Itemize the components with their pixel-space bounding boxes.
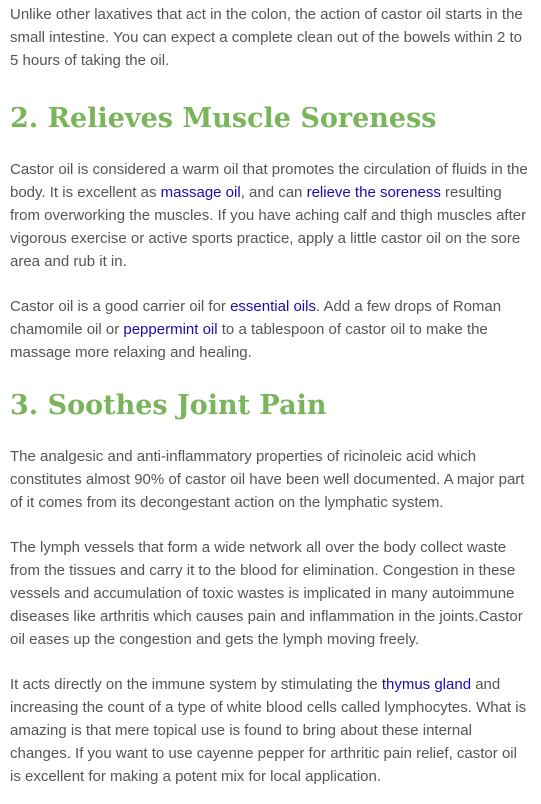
paragraph-text: The lymph vessels that form a wide network all over the body collect waste from the tissues and carry it to the blood for elimination. Congestion in these vessels and accumulation of toxic wastes is implicated in many autoimmune diseases like arthritis which causes pain and inflammation in the joints.Castor oil eases up the congestion and gets the lymph moving freely. (10, 539, 523, 648)
paragraph-text: . Add a few drops of Roman chamomile oil or (10, 298, 502, 338)
intro-text: Unlike other laxatives that act in the colon, the action of castor oil starts in the small intestine. You can expect a complete clean out of the bowels within 2 to 5 hours of taking the oil. (10, 6, 523, 69)
paragraph-text: , and can (240, 184, 307, 201)
joint-pain-paragraph-1 (10, 445, 531, 514)
section-heading-muscle-soreness: 2. Relieves Muscle Soreness (10, 103, 437, 134)
joint-pain-paragraph-2 (10, 536, 531, 651)
article-body (0, 3, 541, 788)
relieve-soreness-link[interactable]: relieve the soreness (306, 184, 441, 201)
paragraph-text: The analgesic and anti-inflammatory properties of ricinoleic acid which constitutes almost 90% of castor oil have been well documented. A major part of it comes from its decongestant action on the lymphatic system. (10, 448, 525, 511)
paragraph-text: Castor oil is considered a warm oil that promotes the circulation of fluids in the body. It is excellent as (10, 161, 528, 201)
muscle-soreness-paragraph-2 (10, 295, 531, 364)
intro-paragraph (10, 3, 531, 72)
paragraph-text: resulting from overworking the muscles. If you have aching calf and thigh muscles after vigorous exercise or active sports practice, apply a little castor oil on the sore area and rub it in. (10, 184, 527, 270)
massage-oil-link[interactable]: massage oil (160, 184, 241, 201)
joint-pain-paragraph-3 (10, 673, 531, 788)
muscle-soreness-paragraph-1 (10, 158, 531, 273)
essential-oils-link[interactable]: essential oils (230, 298, 316, 315)
paragraph-text: and increasing the count of a type of white blood cells called lymphocytes. What is amazing is that mere topical use is found to bring about these internal changes. If you want to use cayenne pepper for arthritic pain relief, castor oil is excellent for making a potent mix for local application. (10, 676, 527, 785)
thymus-gland-link[interactable]: thymus gland (381, 676, 472, 693)
paragraph-text: to a tablespoon of castor oil to make the massage more relaxing and healing. (10, 321, 488, 361)
paragraph-text: Castor oil is a good carrier oil for (10, 298, 231, 315)
section-heading-joint-pain: 3. Soothes Joint Pain (10, 390, 327, 421)
peppermint-oil-link[interactable]: peppermint oil (123, 321, 218, 338)
paragraph-text: It acts directly on the immune system by stimulating the (10, 676, 382, 693)
